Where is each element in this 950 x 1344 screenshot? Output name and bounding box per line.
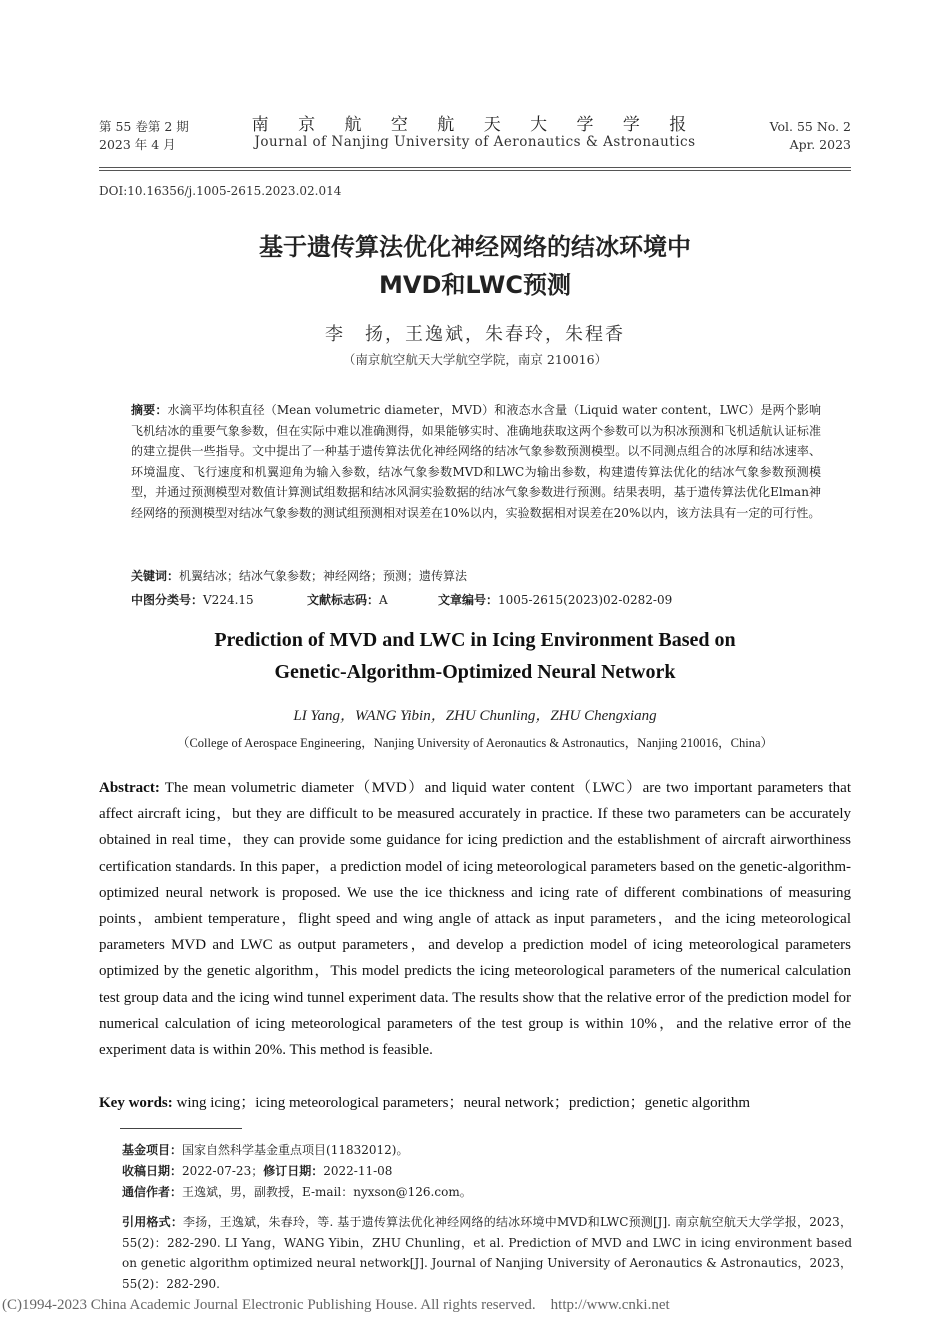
clc-label: 中图分类号： (131, 593, 204, 607)
keywords-cn-label: 关键词： (131, 569, 180, 583)
clc-number (131, 591, 254, 608)
article-no-value: 1005-2615(2023)02-0282-09 (498, 593, 673, 607)
issue-en: Vol. 55 No. 2 (769, 119, 851, 134)
abstract-cn (131, 400, 821, 524)
abstract-cn-label: 摘要： (131, 403, 168, 417)
title-en-line2: Genetic-Algorithm-Optimized Neural Network (274, 661, 676, 683)
doc-code-label: 文献标志码： (307, 593, 380, 607)
doc-code-value: A (379, 593, 388, 607)
received-label: 收稿日期： (122, 1164, 183, 1178)
keywords-en-label: Key words: (99, 1095, 173, 1111)
title-cn-line1: 基于遗传算法优化神经网络的结冰环境中 (259, 233, 691, 261)
date-en: Apr. 2023 (789, 137, 851, 152)
article-number (438, 591, 672, 608)
cite-text: 李扬，王逸斌，朱春玲，等. 基于遗传算法优化神经网络的结冰环境中MVD和LWC预测[J]. 南京航空航天大学学报，2023，55(2)：282-290. LI Yang，WANG Yibin，ZHU Chunling，et al. Prediction of MVD and LWC in icing environment based on genetic algorithm optimized neural network[J]. Journal of Nanjing University of Aeronautics & Astronautics，2023，55(2)：282-290. (122, 1215, 852, 1291)
corr-label: 通信作者： (122, 1185, 183, 1199)
header-rule-top (99, 167, 851, 168)
date-cn: 2023 年 4 月 (99, 137, 176, 152)
corresponding-author-note (122, 1182, 472, 1203)
abstract-cn-text: 水滴平均体积直径（Mean volumetric diameter，MVD）和液态水含量（Liquid water content，LWC）是两个影响飞机结冰的重要气象参数，但在实际中难以准确测得，如果能够实时、准确地获取这两个参数可以为积冰预测和飞机适航认证标准的建立提供一些指导。文中提出了一种基于遗传算法优化神经网络的结冰气象参数预测模型。以不同测点组合的冰厚和结冰速率、环境温度、飞行速度和机翼迎角为输入参数，结冰气象参数MVD和LWC为输出参数，构建遗传算法优化的结冰气象参数预测模型，并通过预测模型对数值计算测试组数据和结冰风洞实验数据的结冰气象参数进行预测。结果表明，基于遗传算法优化Elman神经网络的预测模型对结冰气象参数的测试组预测相对误差在10%以内，实验数据相对误差在20%以内，该方法具有一定的可行性。 (131, 403, 821, 520)
title-cn-line2: MVD和LWC预测 (379, 271, 571, 299)
fund-label: 基金项目： (122, 1143, 183, 1157)
revised-label: 修订日期： (263, 1164, 324, 1178)
footnote-rule (120, 1128, 242, 1129)
doi: DOI:10.16356/j.1005-2615.2023.02.014 (99, 184, 342, 198)
journal-title-cn: 南 京 航 空 航 天 大 学 学 报 (251, 115, 699, 135)
keywords-en-text: wing icing；icing meteorological parameters；neural network；prediction；genetic algorithm (172, 1095, 751, 1111)
received-value: 2022-07-23； (182, 1164, 264, 1178)
keywords-en (99, 1090, 851, 1116)
abstract-en-label: Abstract: (99, 780, 160, 796)
document-code (307, 591, 388, 608)
issue-cn: 第 55 卷第 2 期 (99, 119, 189, 134)
fund-note (122, 1140, 408, 1161)
journal-title-en: Journal of Nanjing University of Aeronautics & Astronautics (254, 134, 696, 150)
cite-label: 引用格式： (122, 1215, 184, 1229)
article-no-label: 文章编号： (438, 593, 499, 607)
abstract-en (99, 775, 851, 1063)
fund-text: 国家自然科学基金重点项目(11832012)。 (182, 1143, 409, 1157)
authors-en: LI Yang，WANG Yibin，ZHU Chunling，ZHU Chengxiang (293, 708, 657, 724)
keywords-cn (131, 566, 821, 587)
title-en-line1: Prediction of MVD and LWC in Icing Environment Based on (214, 629, 736, 651)
affiliation-cn: （南京航空航天大学航空学院，南京 210016） (342, 352, 608, 367)
abstract-en-text: The mean volumetric diameter（MVD）and liquid water content（LWC）are two important parameters that affect aircraft icing，but they are difficult to be measured accurately in practice. If these two parameters can be accurately obtained in real time，they can provide some guidance for icing prediction and the establishment of aircraft airworthiness certification standards. In this paper，a prediction model of icing meteorological parameters based on the genetic-algorithm-optimized neural network is proposed. We use the ice thickness and icing rate of different combinations of measuring points，ambient temperature，flight speed and wing angle of attack as input parameters，and the icing meteorological parameters MVD and LWC as output parameters，and develop a prediction model of icing meteorological parameters optimized by the genetic algorithm，This model predicts the icing meteorological parameters of the numerical calculation test group data and the icing wind tunnel experiment data. The results show that the relative error of the prediction model for numerical calculation of icing meteorological parameters of the test group is within 10%，and the relative error of the experiment data is within 20%. This method is feasible. (99, 780, 851, 1059)
citation-format (122, 1212, 852, 1294)
affiliation-en: （College of Aerospace Engineering，Nanjing University of Aeronautics & Astronautics，Nanjing 210016，China） (176, 736, 774, 750)
keywords-cn-text: 机翼结冰；结冰气象参数；神经网络；预测；遗传算法 (179, 569, 468, 583)
revised-value: 2022-11-08 (323, 1164, 393, 1178)
corr-text: 王逸斌，男，副教授，E-mail：nyxson@126.com。 (182, 1185, 472, 1199)
dates-note (122, 1161, 392, 1182)
clc-value: V224.15 (203, 593, 254, 607)
authors-cn: 李 扬，王逸斌，朱春玲，朱程香 (325, 324, 625, 345)
copyright-notice: (C)1994-2023 China Academic Journal Electronic Publishing House. All rights reserved. http://www.cnki.net (2, 1297, 670, 1313)
header-rule-bottom (99, 170, 851, 171)
